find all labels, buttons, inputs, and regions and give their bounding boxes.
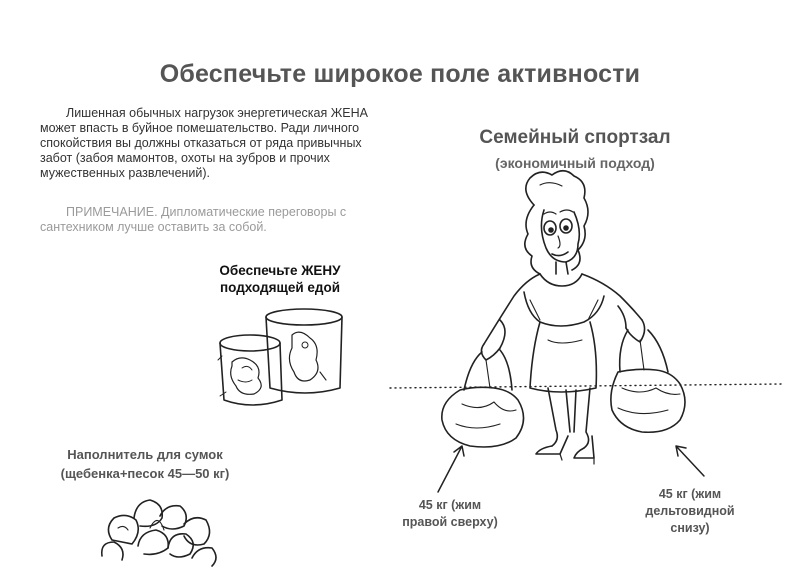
- right-bag-label-line2: дельтовидной: [645, 504, 735, 518]
- right-bag-label-line1: 45 кг (жим: [658, 487, 722, 501]
- food-caption-line2: подходящей едой: [219, 280, 341, 295]
- gym-subtitle: (экономичный подход): [495, 155, 655, 171]
- filler-caption-line1: Наполнитель для сумок: [67, 447, 223, 462]
- filler-caption-line2: (щебенка+песок 45—50 кг): [60, 466, 230, 481]
- right-bag-illustration: [611, 330, 685, 432]
- food-caption-line1: Обеспечьте ЖЕНУ: [219, 263, 341, 278]
- right-bag-label-line3: снизу): [670, 521, 710, 535]
- note-paragraph: ПРИМЕЧАНИЕ. Дипломатические переговоры с сантехником лучше оставить за собой.: [40, 205, 347, 234]
- intro-paragraph: Лишенная обычных нагрузок энергетическая ЖЕНА может впасть в буйное помешательство. Ради личного спокойствия вы должны отказаться от ряда привычных забот (забоя мамонтов, охоты на зубров и прочих мужественных развлечений).: [40, 106, 368, 180]
- rocks-illustration: [102, 500, 216, 566]
- woman-figure-illustration: [481, 171, 644, 464]
- right-bag-arrow: [676, 446, 704, 476]
- floor-dotted-line: [390, 384, 782, 388]
- left-bag-label-line2: правой сверху): [402, 515, 498, 529]
- page-title: Обеспечьте широкое поле активности: [159, 60, 641, 88]
- left-bag-illustration: [442, 350, 524, 447]
- left-bag-label-line1: 45 кг (жим: [418, 498, 482, 512]
- food-cans-illustration: [218, 309, 342, 405]
- left-bag-arrow: [438, 446, 464, 492]
- gym-title: Семейный спортзал: [479, 127, 671, 148]
